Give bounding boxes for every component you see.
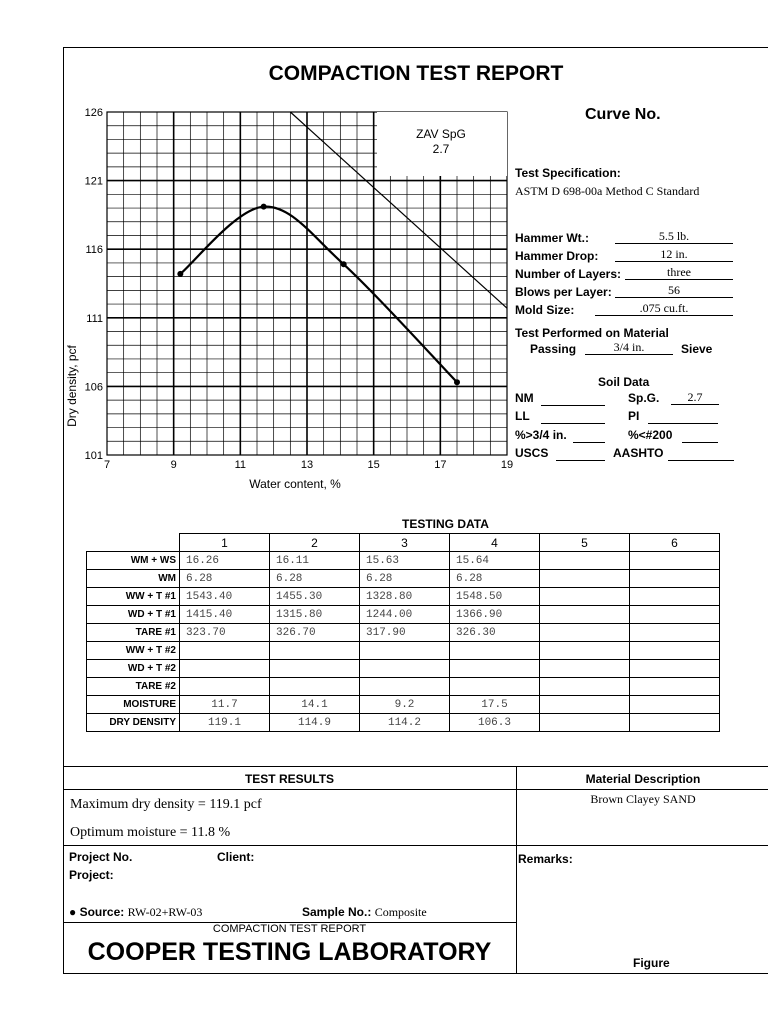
nm-label: NM bbox=[515, 391, 534, 405]
source-line: ● Source: RW-02+RW-03 bbox=[69, 905, 203, 919]
footer-report-label: COMPACTION TEST REPORT bbox=[212, 923, 367, 935]
uscs-value bbox=[556, 446, 605, 461]
testing-data-table bbox=[86, 533, 720, 732]
layers-label: Number of Layers: bbox=[515, 267, 622, 281]
data-points bbox=[177, 204, 460, 386]
col-header: 6 bbox=[630, 534, 720, 552]
ll-value bbox=[541, 409, 605, 424]
test-spec-value: ASTM D 698-00a Method C Standard bbox=[515, 184, 700, 198]
hammer-drop-label: Hammer Drop: bbox=[515, 249, 599, 263]
x-tick-label: 17 bbox=[434, 459, 447, 471]
y-axis-label: Dry density, pcf bbox=[65, 345, 79, 427]
divider bbox=[63, 789, 768, 790]
data-point bbox=[454, 379, 460, 385]
material-heading: Material Description bbox=[585, 772, 701, 786]
table-row: MOISTURE 11.7 14.1 9.2 17.5 bbox=[87, 696, 720, 714]
bullet-icon: ● bbox=[69, 905, 77, 919]
material-test-line1: Test Performed on Material bbox=[515, 326, 669, 340]
uscs-label: USCS bbox=[515, 446, 549, 460]
col-header: 5 bbox=[540, 534, 630, 552]
data-point bbox=[177, 271, 183, 277]
curve-no-label: Curve No. bbox=[585, 106, 661, 123]
spg-value: 2.7 bbox=[671, 390, 719, 405]
col-header: 3 bbox=[360, 534, 450, 552]
passing-label: Passing bbox=[530, 342, 577, 356]
sample-line: Sample No.: Composite bbox=[302, 905, 427, 919]
figure-label: Figure bbox=[633, 956, 670, 970]
divider bbox=[63, 845, 768, 846]
compaction-curve-line bbox=[180, 207, 457, 383]
ll-label: LL bbox=[515, 409, 530, 423]
y-tick-labels bbox=[85, 107, 103, 462]
hammer-wt-label: Hammer Wt.: bbox=[515, 231, 590, 245]
opt-moisture: Optimum moisture = 11.8 % bbox=[70, 825, 231, 840]
divider bbox=[63, 766, 768, 767]
col-header: 1 bbox=[180, 534, 270, 552]
mold-size-label: Mold Size: bbox=[515, 303, 575, 317]
x-tick-label: 11 bbox=[234, 459, 247, 471]
compaction-curve bbox=[180, 207, 457, 383]
col-header: 2 bbox=[270, 534, 360, 552]
nm-value bbox=[541, 391, 605, 406]
sieve-value: 3/4 in. bbox=[585, 340, 673, 355]
hammer-wt-value: 5.5 lb. bbox=[615, 229, 733, 244]
compaction-chart bbox=[60, 100, 520, 500]
x-tick-label: 7 bbox=[103, 459, 111, 471]
table-row: WD + T #1 1415.40 1315.80 1244.00 1366.90 bbox=[87, 606, 720, 624]
y-tick-label: 106 bbox=[84, 381, 103, 394]
table-row: WM + WS 16.26 16.11 15.63 15.64 bbox=[87, 552, 720, 570]
gt34-value bbox=[573, 428, 605, 443]
table-row: TARE #1 323.70 326.70 317.90 326.30 bbox=[87, 624, 720, 642]
table-row: WW + T #2 bbox=[87, 642, 720, 660]
x-tick-label: 9 bbox=[170, 459, 177, 471]
max-density: Maximum dry density = 119.1 pcf bbox=[70, 797, 262, 812]
y-tick-label: 121 bbox=[84, 175, 103, 188]
project-label: Project: bbox=[69, 868, 114, 882]
table-row: WD + T #2 bbox=[87, 660, 720, 678]
testing-data-heading: TESTING DATA bbox=[402, 517, 489, 531]
test-results-heading: TEST RESULTS bbox=[244, 772, 335, 786]
y-tick-label: 126 bbox=[84, 107, 103, 119]
page-title: COMPACTION TEST REPORT bbox=[268, 62, 564, 85]
sieve-label: Sieve bbox=[681, 342, 713, 356]
x-tick-label: 13 bbox=[300, 459, 314, 471]
material-value: Brown Clayey SAND bbox=[590, 792, 696, 806]
col-header: 4 bbox=[450, 534, 540, 552]
table-row: WM 6.28 6.28 6.28 6.28 bbox=[87, 570, 720, 588]
client-label: Client: bbox=[217, 850, 255, 864]
lt200-value bbox=[682, 428, 718, 443]
pi-label: PI bbox=[628, 409, 640, 423]
remarks-label: Remarks: bbox=[518, 852, 573, 866]
table-row: TARE #2 bbox=[87, 678, 720, 696]
zav-label-line2: 2.7 bbox=[432, 142, 450, 156]
x-tick-label: 19 bbox=[500, 459, 514, 471]
x-axis-label: Water content, % bbox=[249, 477, 341, 491]
table-header-row bbox=[87, 534, 720, 552]
layers-value: three bbox=[625, 265, 733, 280]
table-row: WW + T #1 1543.40 1455.30 1328.80 1548.50 bbox=[87, 588, 720, 606]
data-point bbox=[261, 204, 267, 210]
table-row: DRY DENSITY 119.1 114.9 114.2 106.3 bbox=[87, 714, 720, 732]
y-tick-label: 101 bbox=[84, 450, 103, 462]
lab-name: COOPER TESTING LABORATORY bbox=[87, 938, 492, 966]
hammer-drop-value: 12 in. bbox=[615, 247, 733, 262]
zav-label-line1: ZAV SpG bbox=[416, 127, 466, 141]
data-point bbox=[341, 261, 347, 267]
pi-value bbox=[648, 409, 718, 424]
lt200-label: %<#200 bbox=[628, 428, 673, 442]
x-tick-label: 15 bbox=[367, 459, 380, 471]
params-block bbox=[515, 229, 735, 319]
soil-data-heading: Soil Data bbox=[598, 375, 650, 389]
aashto-value bbox=[668, 446, 734, 461]
project-no-label: Project No. bbox=[69, 850, 133, 864]
blows-value: 56 bbox=[615, 283, 733, 298]
y-tick-label: 116 bbox=[85, 244, 103, 257]
blows-label: Blows per Layer: bbox=[515, 285, 612, 299]
y-tick-label: 111 bbox=[86, 312, 103, 325]
x-tick-labels bbox=[104, 459, 513, 471]
test-spec-heading: Test Specification: bbox=[515, 166, 621, 180]
mold-size-value: .075 cu.ft. bbox=[595, 301, 733, 316]
spg-label: Sp.G. bbox=[628, 391, 660, 405]
gt34-label: %>3/4 in. bbox=[515, 428, 567, 442]
aashto-label: AASHTO bbox=[613, 446, 664, 460]
